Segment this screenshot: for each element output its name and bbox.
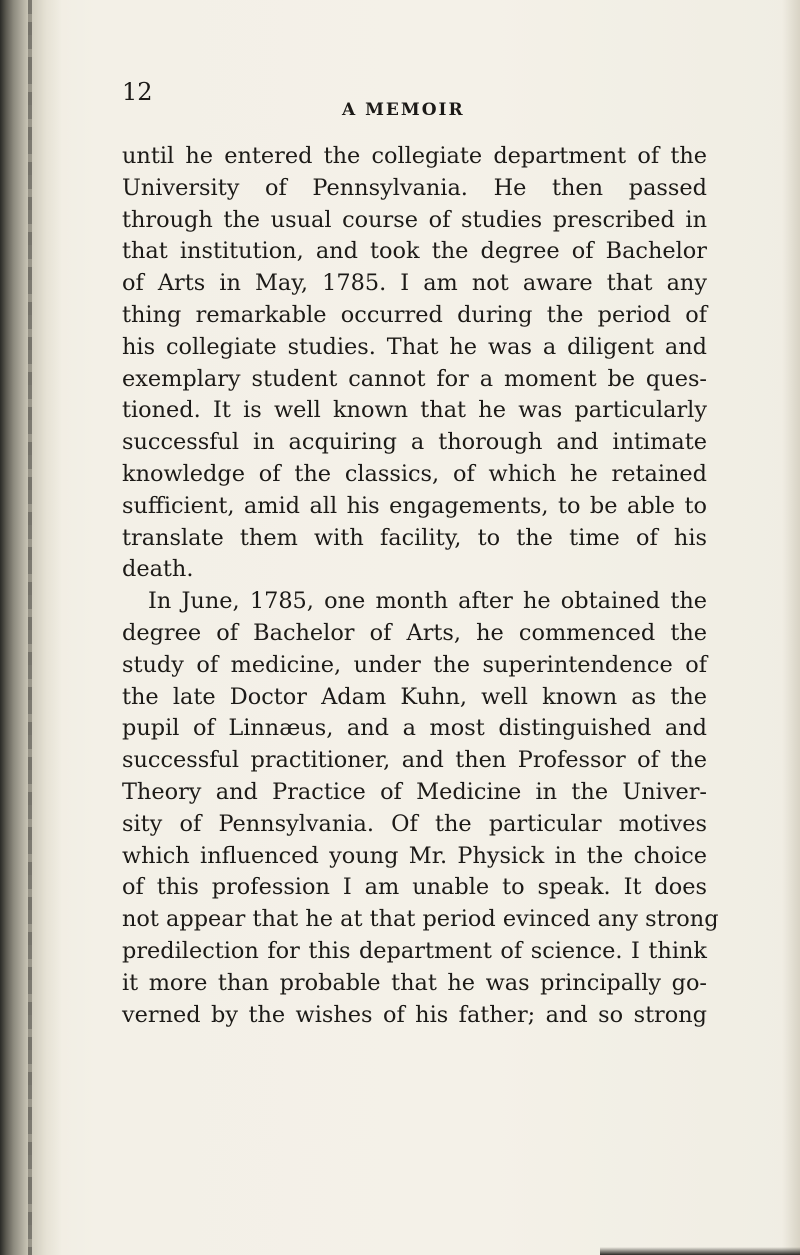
text-line: pupil of Linnæus, and a most distinguished and: [122, 715, 707, 742]
text-line: the late Doctor Adam Kuhn, well known as the: [122, 683, 707, 710]
page-edge-shadow: [782, 0, 800, 1255]
text-line: which influenced young Mr. Physick in the choice: [122, 842, 707, 869]
text-line: predilection for this department of science. I think: [122, 937, 707, 964]
book-binding-shadow: [0, 0, 62, 1255]
text-line: successful in acquiring a thorough and intimate: [122, 429, 707, 456]
text-line: death.: [122, 556, 194, 583]
body-text: [122, 141, 719, 1031]
text-line: Theory and Practice of Medicine in the Univer-: [122, 778, 707, 805]
text-line: his collegiate studies. That he was a diligent and: [122, 333, 707, 360]
text-line: In June, 1785, one month after he obtained the: [148, 588, 707, 615]
text-line: sufficient, amid all his engagements, to be able to: [122, 492, 707, 519]
page-bottom-edge: [600, 1247, 800, 1255]
text-line: until he entered the collegiate department of the: [122, 143, 707, 169]
text-line: knowledge of the classics, of which he retained: [122, 460, 707, 487]
text-line: thing remarkable occurred during the period of: [122, 301, 707, 328]
running-head: A MEMOIR: [342, 100, 465, 120]
text-line: successful practitioner, and then Professor of the: [122, 747, 707, 774]
text-line: tioned. It is well known that he was particularly: [122, 397, 707, 424]
text-line: of this profession I am unable to speak. It does: [122, 874, 707, 901]
text-line: not appear that he at that period evinced any strong: [122, 906, 719, 933]
text-line: verned by the wishes of his father; and so strong: [122, 1001, 707, 1028]
text-line: translate them with facility, to the time of his: [122, 524, 707, 551]
text-line: through the usual course of studies prescribed in: [122, 206, 707, 233]
binding-stitching: [28, 0, 32, 1255]
text-line: University of Pennsylvania. He then passed: [122, 174, 707, 201]
text-line: degree of Bachelor of Arts, he commenced the: [122, 619, 707, 646]
page-header: [122, 78, 682, 118]
text-line: that institution, and took the degree of Bachelor: [122, 238, 707, 265]
page-number: 12: [122, 78, 153, 106]
text-line: of Arts in May, 1785. I am not aware that any: [122, 270, 707, 297]
text-line: study of medicine, under the superintendence of: [122, 651, 707, 678]
text-line: it more than probable that he was principally go-: [122, 969, 707, 996]
text-line: sity of Pennsylvania. Of the particular motives: [122, 810, 707, 837]
text-line: exemplary student cannot for a moment be ques-: [122, 365, 707, 392]
